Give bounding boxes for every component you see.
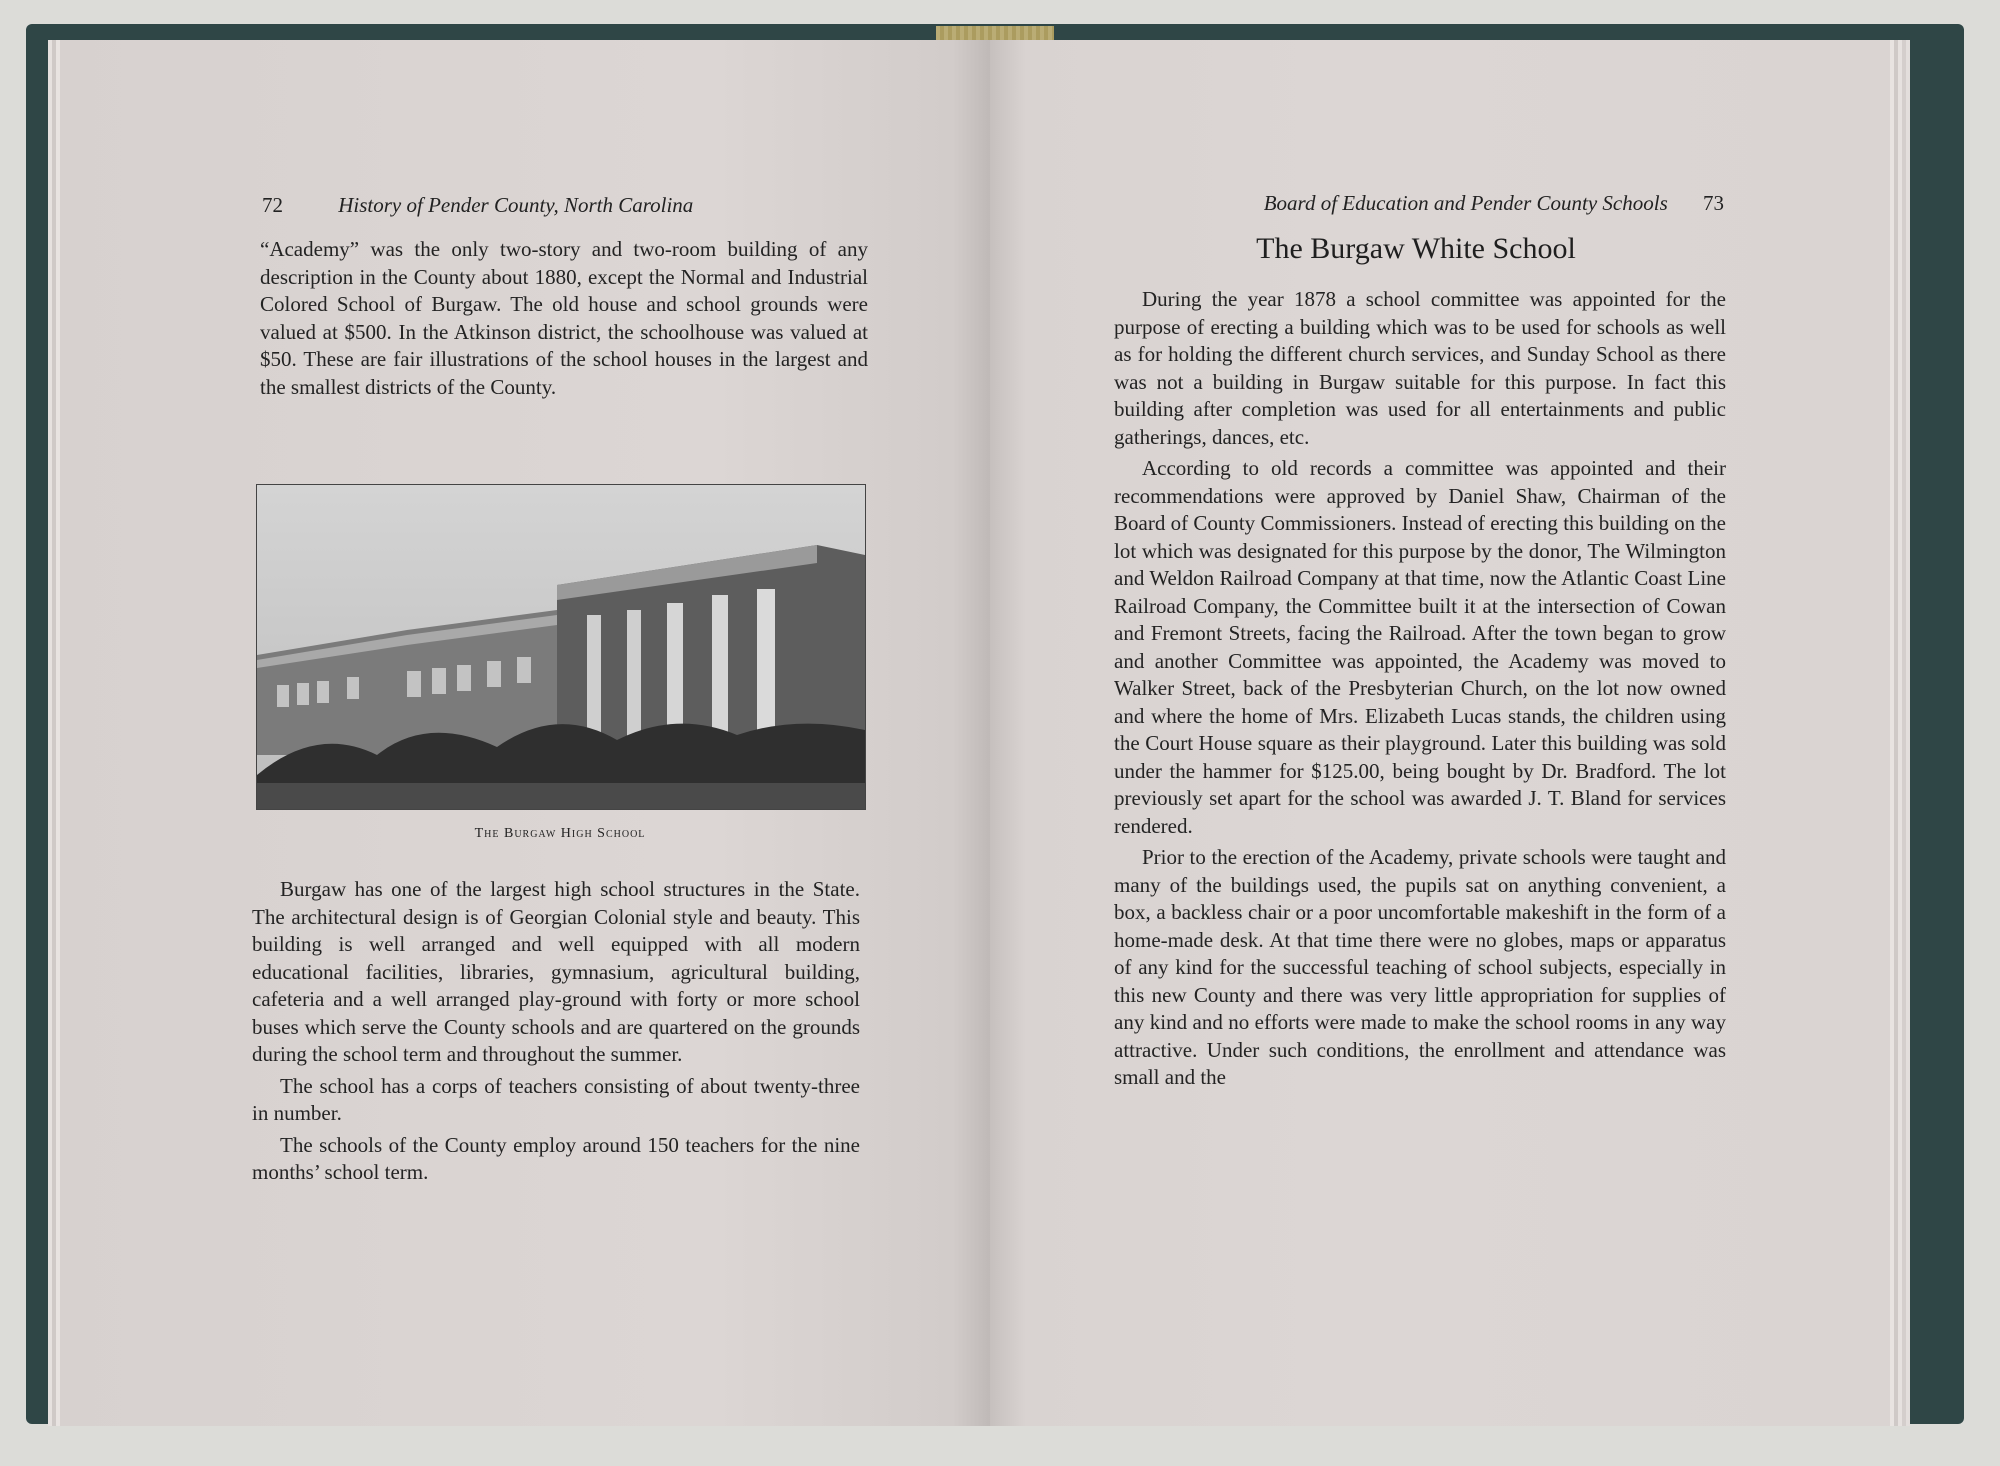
left-running-title: History of Pender County, North Carolina [338,193,694,217]
left-opening-text [260,236,868,405]
right-paragraph: Prior to the erection of the Academy, private schools were taught and many of the buildings used, the pupils sat on anything convenient, a box, a backless chair or a poor uncomfortable makeshift in the form of a home-made desk. At that time there were no globes, maps or apparatus of any kind for the successful teaching of school subjects, especially in this new County and there was very little appropriation for supplies of any kind and no efforts were made to make the school rooms in any way attractive. Under such conditions, the enrollment and attendance was small and the [1114,845,1726,1089]
photo-caption: The Burgaw High School [474,826,646,841]
left-opening-paragraph: “Academy” was the only two-story and two-room building of any description in the County about 1880, except the Normal and Industrial Colored School of Burgaw. The old house and school grounds were valued at $500. In the Atkinson district, the schoolhouse was valued at $50. These are fair illustrations of the school houses in the largest and the smallest districts of the County. [260,237,868,399]
left-page-number: 72 [262,193,283,217]
left-body-text [252,876,860,1191]
right-running-head [1172,191,1724,216]
burgaw-high-school-photo [256,484,866,810]
right-running-title: Board of Education and Pender County Schools [1263,191,1668,215]
right-body-text [1114,286,1726,1096]
left-running-head [262,193,693,218]
left-paragraph: Burgaw has one of the largest high school structures in the State. The architectural design is of Georgian Colonial style and beauty. This building is well arranged and well equipped with all modern educational facilities, libraries, gymnasium, agricultural building, cafeteria and a well arranged play-ground with forty or more school buses which serve the County schools and are quartered on the grounds during the school term and throughout the summer. [252,877,860,1066]
right-paragraph: According to old records a committee was appointed and their recommendations were approved by Daniel Shaw, Chairman of the Board of County Commissioners. Instead of erecting this building on the lot which was designated for this purpose by the donor, The Wilmington and Weldon Railroad Company at that time, now the Atlantic Coast Line Railroad Company, the Committee built it at the intersection of Cowan and Fremont Streets, facing the Railroad. After the town began to grow and another Committee was appointed, the Academy was moved to Walker Street, back of the Presbyterian Church, on the lot now owned and where the home of Mrs. Elizabeth Lucas stands, the children using the Court House square as their playground. Later this building was sold under the hammer for $125.00, being bought by Dr. Bradford. The lot previously set apart for the school was awarded J. T. Bland for services rendered. [1114,456,1726,838]
left-paragraph: The school has a corps of teachers consisting of about twenty-three in number. [252,1073,860,1125]
right-paragraph: During the year 1878 a school committee was appointed for the purpose of erecting a building which was to be used for schools as well as for holding the different church services, and Sunday School as there was not a building in Burgaw suitable for this purpose. In fact this building after completion was used for all entertainments and public gatherings, dances, etc. [1114,287,1726,449]
right-page-number: 73 [1703,191,1724,215]
left-paragraph: The schools of the County employ around 150 teachers for the nine months’ school term. [252,1132,860,1184]
section-heading: The Burgaw White School [1256,232,1576,265]
